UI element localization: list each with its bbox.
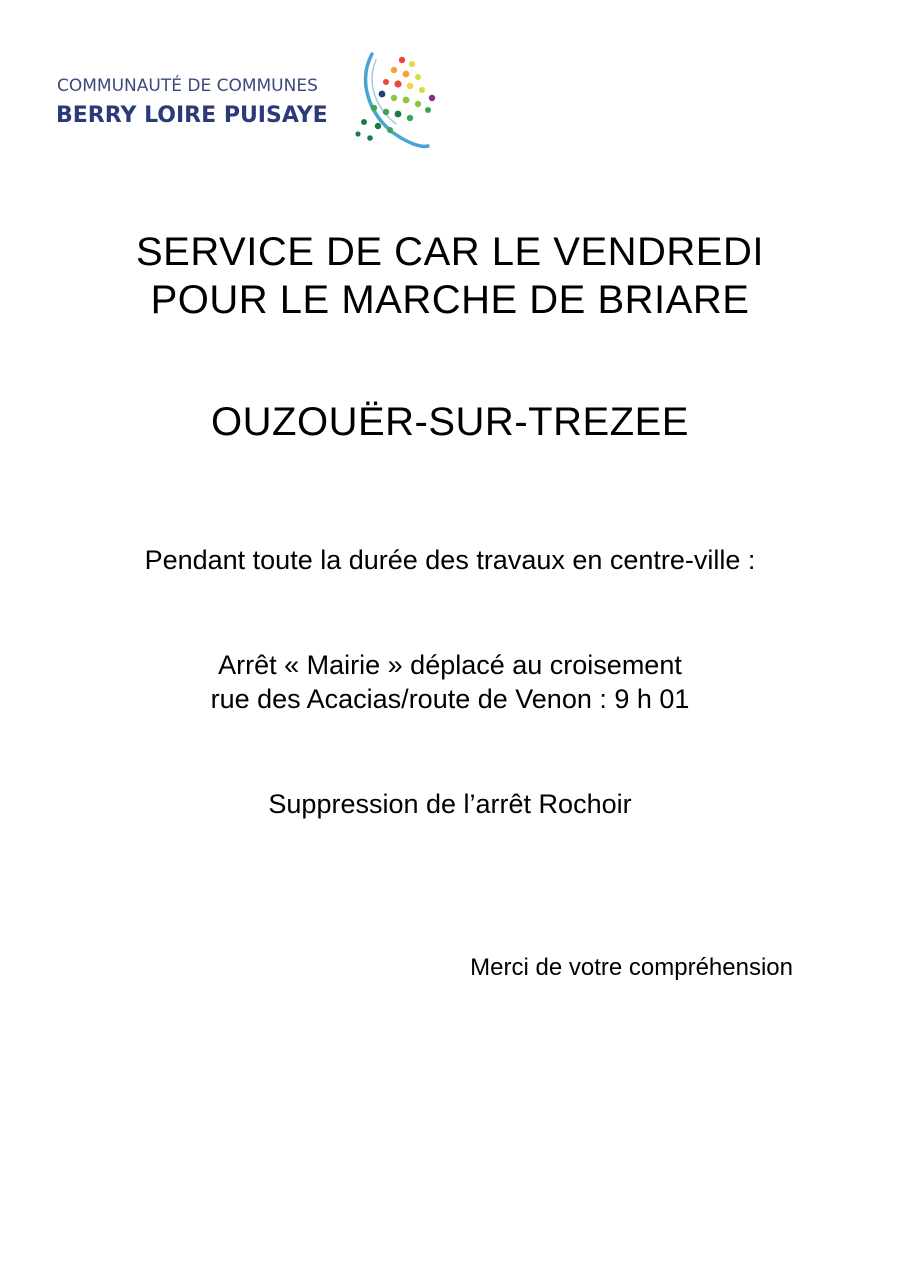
logo-title: BERRY LOIRE PUISAYE xyxy=(56,103,328,128)
works-intro: Pendant toute la durée des travaux en centre-ville : xyxy=(144,545,756,575)
logo-subtitle: COMMUNAUTÉ DE COMMUNES xyxy=(57,76,318,96)
notice-title-line-2: POUR LE MARCHE DE BRIARE xyxy=(150,278,750,322)
thanks-message: Merci de votre compréhension xyxy=(470,954,793,981)
dotted-leaf-logo-icon xyxy=(350,50,450,150)
notice-title-line-1: SERVICE DE CAR LE VENDREDI xyxy=(136,230,764,274)
stop-suppression-notice: Suppression de l’arrêt Rochoir xyxy=(268,789,632,819)
moved-stop-notice xyxy=(0,648,900,716)
moved-stop-line-1: Arrêt « Mairie » déplacé au croisement xyxy=(218,650,682,680)
moved-stop-line-2: rue des Acacias/route de Venon : 9 h 01 xyxy=(210,684,690,714)
notice-title xyxy=(0,228,900,324)
town-name: OUZOUËR-SUR-TREZEE xyxy=(211,400,689,444)
organization-logo xyxy=(55,50,455,150)
